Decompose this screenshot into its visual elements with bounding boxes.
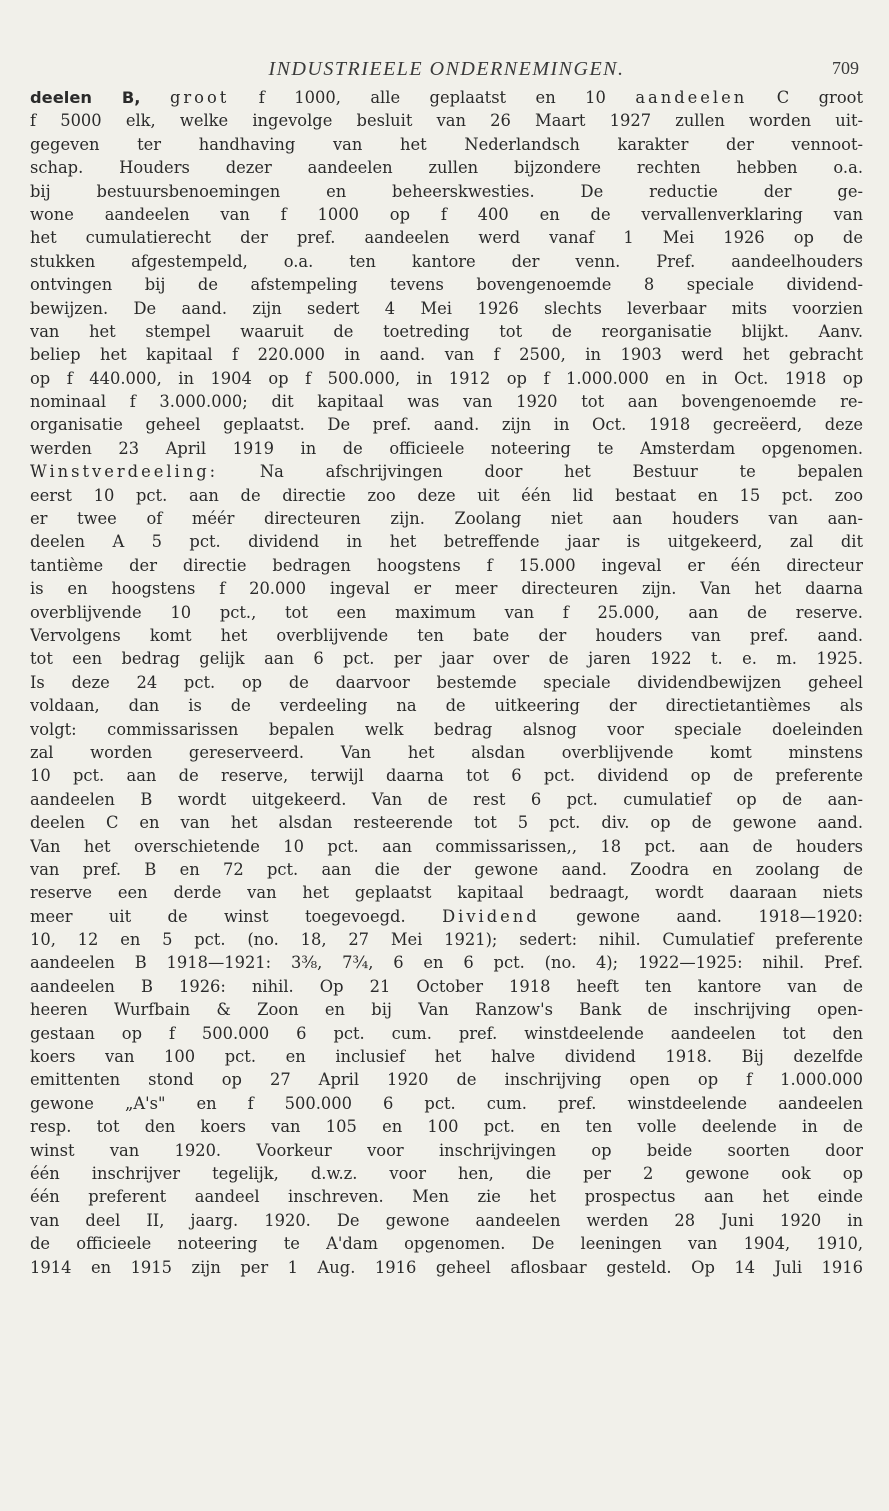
text-line: voldaan, dan is de verdeeling na de uitkeering der directietantièmes als	[30, 696, 863, 716]
text-line: bij bestuursbenoemingen en beheerskwesties. De reductie der ge-	[30, 181, 863, 201]
text-line: koers van 100 pct. en inclusief het halve dividend 1918. Bij dezelfde	[30, 1047, 863, 1067]
text-line: deelen A 5 pct. dividend in het betreffende jaar is uitgekeerd, zal dit	[30, 532, 863, 552]
text-line: er twee of méér directeuren zijn. Zoolang niet aan houders van aan-	[30, 509, 863, 529]
text-line: Vervolgens komt het overblijvende ten bate der houders van pref. aand.	[30, 625, 863, 645]
text-run: f 1000, alle geplaatst en 10	[258, 88, 606, 107]
text-line: tot een bedrag gelijk aan 6 pct. per jaar over de jaren 1922 t. e. m. 1925.	[30, 649, 863, 669]
spaced-word: Dividend	[442, 906, 540, 926]
text-line: deelen C en van het alsdan resteerende tot 5 pct. div. op de gewone aand.	[30, 813, 863, 833]
text-line	[30, 86, 863, 109]
text-line: organisatie geheel geplaatst. De pref. aand. zijn in Oct. 1918 gecreëerd, deze	[30, 415, 863, 435]
body-text	[30, 86, 863, 1279]
text-line: eerst 10 pct. aan de directie zoo deze uit één lid bestaat en 15 pct. zoo	[30, 485, 863, 505]
running-title: INDUSTRIEELE ONDERNEMINGEN.	[268, 58, 625, 80]
text-line: het cumulatierecht der pref. aandeelen werd vanaf 1 Mei 1926 op de	[30, 228, 863, 248]
text-line: schap. Houders dezer aandeelen zullen bijzondere rechten hebben o.a.	[30, 158, 863, 178]
text-line: Is deze 24 pct. op de daarvoor bestemde speciale dividendbewijzen geheel	[30, 672, 863, 692]
text-line: stukken afgestempeld, o.a. ten kantore der venn. Pref. aandeelhouders	[30, 251, 863, 271]
text-line	[30, 905, 863, 928]
page-header	[30, 0, 863, 86]
text-line: emittenten stond op 27 April 1920 de inschrijving open op f 1.000.000	[30, 1070, 863, 1090]
text-line: f 5000 elk, welke ingevolge besluit van 26 Maart 1927 zullen worden uit-	[30, 111, 863, 131]
text-line: de officieele noteering te A'dam opgenomen. De leeningen van 1904, 1910,	[30, 1234, 863, 1254]
text-line: reserve een derde van het geplaatst kapitaal bedraagt, wordt daaraan niets	[30, 883, 863, 903]
text-line: op f 440.000, in 1904 op f 500.000, in 1912 op f 1.000.000 en in Oct. 1918 op	[30, 368, 863, 388]
text-line: één inschrijver tegelijk, d.w.z. voor hen, die per 2 gewone ook op	[30, 1163, 863, 1183]
text-line: 10, 12 en 5 pct. (no. 18, 27 Mei 1921); sedert: nihil. Cumulatief preferente	[30, 930, 863, 950]
text-line: van het stempel waaruit de toetreding tot de reorganisatie blijkt. Aanv.	[30, 321, 863, 341]
text-line: één preferent aandeel inschreven. Men zie het prospectus aan het einde	[30, 1187, 863, 1207]
page-number: 709	[832, 58, 859, 78]
text-line	[30, 460, 863, 483]
text-line: aandeelen B 1918—1921: 3⅜, 7¾, 6 en 6 pct. (no. 4); 1922—1925: nihil. Pref.	[30, 953, 863, 973]
text-line: 1914 en 1915 zijn per 1 Aug. 1916 geheel aflosbaar gesteld. Op 14 Juli 1916	[30, 1257, 863, 1277]
text-run: meer uit de winst toegevoegd.	[30, 906, 406, 926]
text-line: bewijzen. De aand. zijn sedert 4 Mei 1926 slechts leverbaar mits voorzien	[30, 298, 863, 318]
text-line: nominaal f 3.000.000; dit kapitaal was van 1920 tot aan bovengenoemde re-	[30, 392, 863, 412]
text-line: resp. tot den koers van 105 en 100 pct. en ten volle deelende in de	[30, 1117, 863, 1137]
section-lead: deelen B,	[30, 88, 141, 107]
text-run: Na afschrijvingen door het Bestuur te bepalen	[259, 462, 863, 482]
text-line: beliep het kapitaal f 220.000 in aand. van f 2500, in 1903 werd het gebracht	[30, 345, 863, 365]
text-line: is en hoogstens f 20.000 ingeval er meer directeuren zijn. Van het daarna	[30, 579, 863, 599]
text-line: werden 23 April 1919 in de officieele noteering te Amsterdam opgenomen.	[30, 438, 863, 458]
text-line: gestaan op f 500.000 6 pct. cum. pref. winstdeelende aandeelen tot den	[30, 1023, 863, 1043]
text-line: winst van 1920. Voorkeur voor inschrijvingen op beide soorten door	[30, 1140, 863, 1160]
text-line: van pref. B en 72 pct. aan die der gewone aand. Zoodra en zoolang de	[30, 859, 863, 879]
text-line: gegeven ter handhaving van het Nederlandsch karakter der vennoot-	[30, 134, 863, 154]
text-line: volgt: commissarissen bepalen welk bedrag alsnog voor speciale doeleinden	[30, 719, 863, 739]
text-line: aandeelen B 1926: nihil. Op 21 October 1918 heeft ten kantore van de	[30, 976, 863, 996]
text-line: wone aandeelen van f 1000 op f 400 en de vervallenverklaring van	[30, 204, 863, 224]
spaced-word: groot	[169, 88, 230, 107]
text-line: van deel II, jaarg. 1920. De gewone aandeelen werden 28 Juni 1920 in	[30, 1210, 863, 1230]
text-line: overblijvende 10 pct., tot een maximum van f 25.000, aan de reserve.	[30, 602, 863, 622]
text-line: zal worden gereserveerd. Van het alsdan overblijvende komt minstens	[30, 742, 863, 762]
text-line: Van het overschietende 10 pct. aan commissarissen,, 18 pct. aan de houders	[30, 836, 863, 856]
text-line: aandeelen B wordt uitgekeerd. Van de rest 6 pct. cumulatief op de aan-	[30, 789, 863, 809]
text-run: C groot	[776, 88, 863, 107]
spaced-word: aandeelen	[635, 88, 748, 107]
text-run: gewone aand. 1918—1920:	[576, 906, 863, 926]
text-line: heeren Wurfbain & Zoon en bij Van Ranzow's Bank de inschrijving open-	[30, 1000, 863, 1020]
text-line: ontvingen bij de afstempeling tevens bovengenoemde 8 speciale dividend-	[30, 275, 863, 295]
text-line: 10 pct. aan de reserve, terwijl daarna tot 6 pct. dividend op de preferente	[30, 766, 863, 786]
text-line: tantième der directie bedragen hoogstens f 15.000 ingeval er één directeur	[30, 555, 863, 575]
spaced-word: Winstverdeeling:	[30, 462, 219, 482]
text-line: gewone „A's" en f 500.000 6 pct. cum. pref. winstdeelende aandeelen	[30, 1093, 863, 1113]
